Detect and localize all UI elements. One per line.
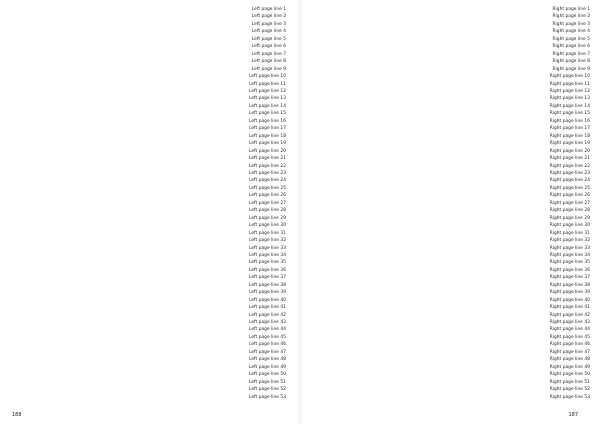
text-line: Left page line 3 [251, 21, 286, 27]
text-line: Right page line 22 [549, 163, 590, 169]
text-line: Right page line 48 [549, 357, 590, 363]
text-line: Right page line 27 [549, 200, 590, 206]
text-line: Left page line 4 [251, 29, 286, 35]
text-line: Right page line 5 [552, 36, 590, 42]
text-line: Left page line 38 [249, 282, 286, 288]
text-line: Right page line 9 [552, 66, 590, 72]
text-line: Right page line 4 [552, 29, 590, 35]
text-line: Right page line 36 [549, 267, 590, 273]
text-line: Right page line 53 [549, 394, 590, 400]
text-line: Left page line 40 [249, 297, 286, 303]
text-line: Right page line 21 [549, 156, 590, 162]
text-line: Left page line 24 [249, 178, 286, 184]
left-page-text [10, 6, 286, 402]
text-line: Right page line 10 [549, 74, 590, 80]
text-line: Right page line 33 [549, 245, 590, 251]
text-line: Right page line 38 [549, 282, 590, 288]
text-line: Right page line 29 [549, 215, 590, 221]
text-line: Left page line 17 [249, 126, 286, 132]
text-line: Right page line 11 [549, 81, 590, 87]
text-line: Left page line 45 [249, 334, 286, 340]
right-page-text [314, 6, 590, 402]
text-line: Right page line 45 [549, 334, 590, 340]
text-line: Left page line 47 [249, 349, 286, 355]
text-line: Right page line 47 [549, 349, 590, 355]
text-line: Left page line 25 [249, 185, 286, 191]
text-line: Right page line 24 [549, 178, 590, 184]
text-line: Left page line 48 [249, 357, 286, 363]
text-line: Right page line 35 [549, 260, 590, 266]
text-line: Right page line 16 [549, 118, 590, 124]
text-line: Right page line 41 [549, 305, 590, 311]
text-line: Right page line 12 [549, 88, 590, 94]
text-line: Right page line 37 [549, 275, 590, 281]
text-line: Left page line 39 [249, 290, 286, 296]
text-line: Right page line 20 [549, 148, 590, 154]
text-line: Left page line 18 [249, 133, 286, 139]
text-line: Left page line 20 [249, 148, 286, 154]
text-line: Left page line 27 [249, 200, 286, 206]
text-line: Left page line 22 [249, 163, 286, 169]
text-line: Left page line 32 [249, 238, 286, 244]
text-line: Left page line 44 [249, 327, 286, 333]
text-line: Right page line 42 [549, 312, 590, 318]
text-line: Left page line 2 [251, 14, 286, 20]
text-line: Right page line 3 [552, 21, 590, 27]
text-line: Left page line 46 [249, 342, 286, 348]
text-line: Right page line 26 [549, 193, 590, 199]
text-line: Left page line 36 [249, 267, 286, 273]
text-line: Right page line 30 [549, 223, 590, 229]
text-line: Left page line 42 [249, 312, 286, 318]
text-line: Right page line 51 [549, 379, 590, 385]
text-line: Left page line 15 [249, 111, 286, 117]
text-line: Left page line 33 [249, 245, 286, 251]
text-line: Left page line 10 [249, 74, 286, 80]
text-line: Right page line 31 [549, 230, 590, 236]
text-line: Left page line 19 [249, 141, 286, 147]
text-line: Left page line 29 [249, 215, 286, 221]
text-line: Right page line 43 [549, 320, 590, 326]
text-line: Left page line 6 [251, 44, 286, 50]
text-line: Right page line 1 [552, 7, 590, 12]
text-line: Left page line 26 [249, 193, 286, 199]
text-line: Right page line 32 [549, 238, 590, 244]
text-line: Right page line 17 [549, 126, 590, 132]
text-line: Left page line 11 [249, 81, 286, 87]
text-line: Right page line 25 [549, 185, 590, 191]
text-line: Right page line 49 [549, 364, 590, 370]
left-page-number: 188 [12, 412, 22, 418]
text-line: Right page line 44 [549, 327, 590, 333]
text-line: Left page line 51 [249, 379, 286, 385]
right-page [304, 0, 600, 424]
text-line: Left page line 49 [249, 364, 286, 370]
text-line: Left page line 5 [251, 36, 286, 42]
text-line: Left page line 21 [249, 156, 286, 162]
text-line: Left page line 37 [249, 275, 286, 281]
text-line: Right page line 39 [549, 290, 590, 296]
text-line: Left page line 16 [249, 118, 286, 124]
text-line: Left page line 41 [249, 305, 286, 311]
text-line: Right page line 13 [549, 96, 590, 102]
text-line: Right page line 6 [552, 44, 590, 50]
text-line: Left page line 31 [249, 230, 286, 236]
text-line: Left page line 13 [249, 96, 286, 102]
text-line: Left page line 28 [249, 208, 286, 214]
text-line: Right page line 52 [549, 387, 590, 393]
text-line: Left page line 35 [249, 260, 286, 266]
text-line: Right page line 50 [549, 372, 590, 378]
text-line: Right page line 46 [549, 342, 590, 348]
text-line: Right page line 40 [549, 297, 590, 303]
text-line: Left page line 53 [249, 394, 286, 400]
text-line: Right page line 8 [552, 59, 590, 65]
text-line: Right page line 7 [552, 51, 590, 57]
text-line: Left page line 9 [251, 66, 286, 72]
text-line: Left page line 34 [249, 252, 286, 258]
text-line: Right page line 23 [549, 170, 590, 176]
text-line: Right page line 19 [549, 141, 590, 147]
right-page-number: 187 [568, 412, 578, 418]
text-line: Right page line 34 [549, 252, 590, 258]
text-line: Left page line 43 [249, 320, 286, 326]
text-line: Left page line 50 [249, 372, 286, 378]
text-line: Right page line 14 [549, 103, 590, 109]
text-line: Right page line 2 [552, 14, 590, 20]
text-line: Left page line 23 [249, 170, 286, 176]
text-line: Left page line 14 [249, 103, 286, 109]
text-line: Right page line 18 [549, 133, 590, 139]
text-line: Left page line 8 [251, 59, 286, 65]
text-line: Left page line 7 [251, 51, 286, 57]
left-page [0, 0, 296, 424]
text-line: Right page line 15 [549, 111, 590, 117]
text-line: Left page line 30 [249, 223, 286, 229]
text-line: Right page line 28 [549, 208, 590, 214]
book-gutter [296, 0, 304, 424]
text-line: Left page line 52 [249, 387, 286, 393]
text-line: Left page line 12 [249, 88, 286, 94]
text-line: Left page line 1 [251, 7, 286, 12]
